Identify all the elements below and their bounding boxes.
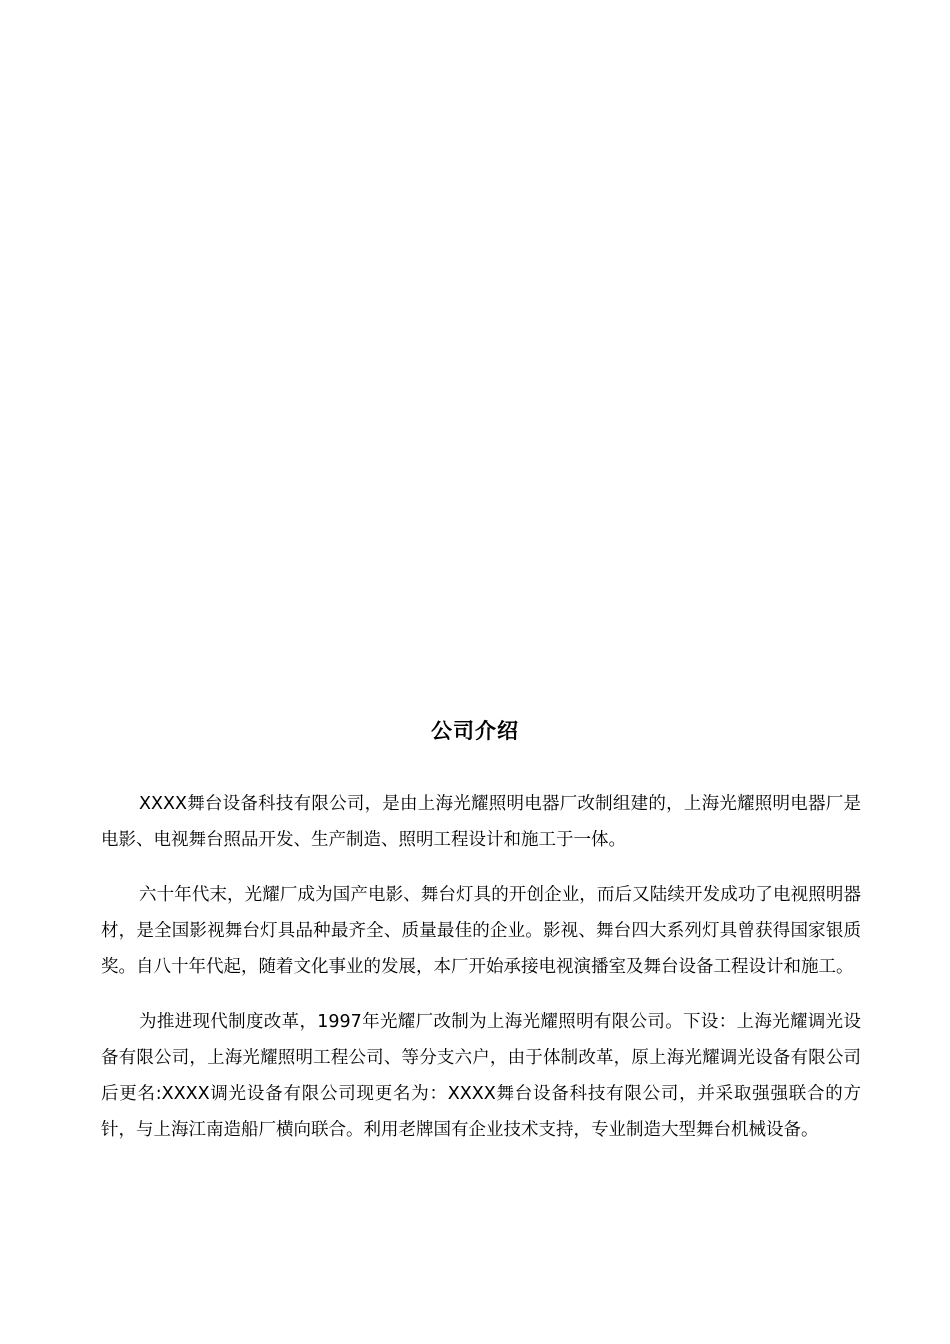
document-body [101,786,861,1167]
paragraph-2: 六十年代末，光耀厂成为国产电影、舞台灯具的开创企业，而后又陆续开发成功了电视照明器材，是全国影视舞台灯具品种最齐全、质量最佳的企业。影视、舞台四大系列灯具曾获得国家银质奖。自八十年代起，随着文化事业的发展，本厂开始承接电视演播室及舞台设备工程设计和施工。 [101,885,861,977]
document-title: 公司介绍 [431,719,519,743]
paragraph-3: 为推进现代制度改革，1997年光耀厂改制为上海光耀照明有限公司。下设：上海光耀调光设备有限公司，上海光耀照明工程公司、等分支六户，由于体制改革，原上海光耀调光设备有限公司后更名:XXXX调光设备有限公司现更名为：XXXX舞台设备科技有限公司，并采取强强联合的方针，与上海江南造船厂横向联合。利用老牌国有企业技术支持，专业制造大型舞台机械设备。 [101,1012,861,1140]
paragraph-1: XXXX舞台设备科技有限公司，是由上海光耀照明电器厂改制组建的，上海光耀照明电器厂是电影、电视舞台照品开发、生产制造、照明工程设计和施工于一体。 [101,794,861,850]
